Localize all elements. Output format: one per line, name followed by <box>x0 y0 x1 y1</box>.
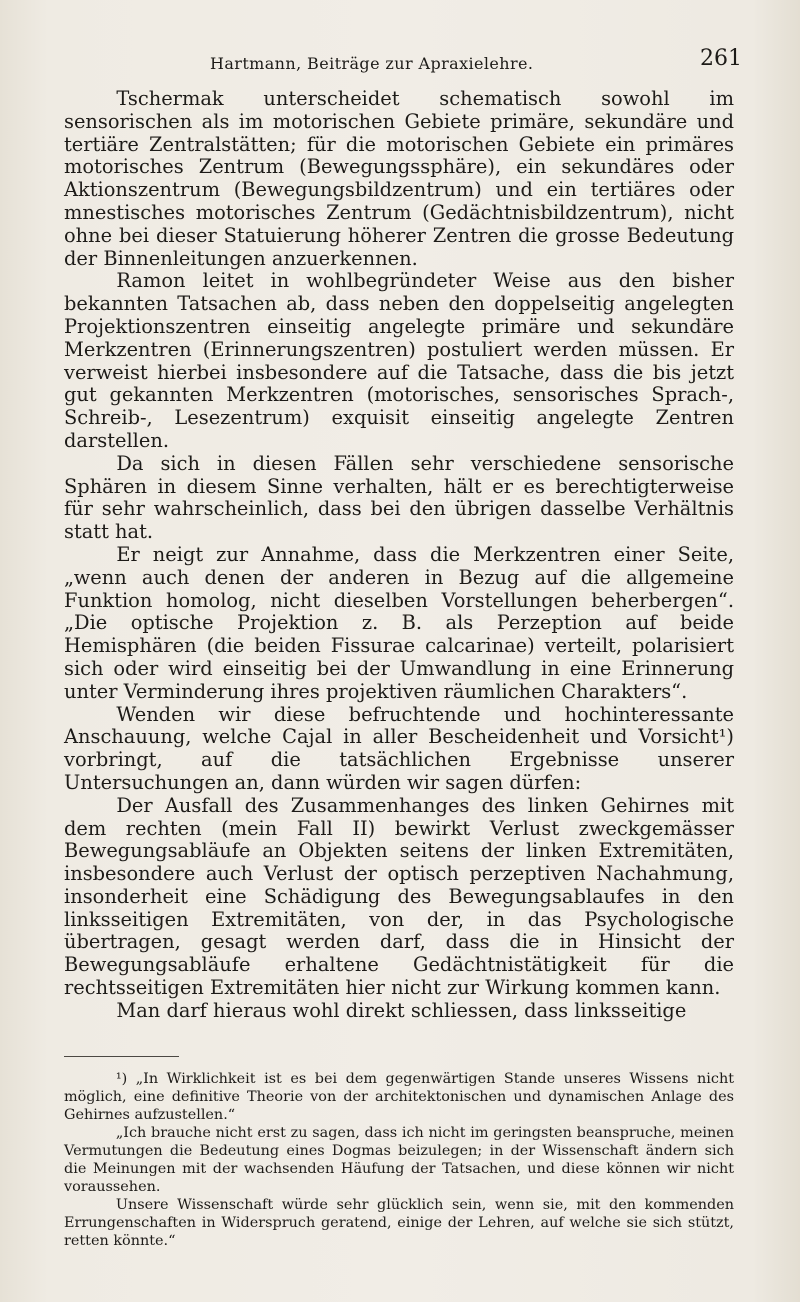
paragraph-cajal: Wenden wir diese befruchtende und hochinteressante Anschauung, welche Cajal in aller Bescheidenheit und Vorsicht¹) vorbringt, auf die tatsächlichen Ergebnisse unserer Untersuchungen an, dann würden wir sagen dürfen: <box>64 702 734 794</box>
paragraph-ramon: Ramon leitet in wohlbegründeter Weise aus den bisher bekannten Tatsachen ab, dass neben den doppelseitig angelegten Projektionszentren einseitig angelegte primäre und sekundäre Merkzentren (Erinnerungszentren) postuliert werden müssen. Er verweist hierbei insbesondere auf die Tatsache, dass die bis jetzt gut gekannten Merkzentren (motorisches, sensorisches Sprach-, Schreib-, Lesezentrum) exquisit einseitig angelegte Zentren darstellen. <box>64 269 734 452</box>
page-header <box>200 46 750 76</box>
body-text <box>64 88 734 1023</box>
paragraph-ausfall: Der Ausfall des Zusammenhanges des linken Gehirnes mit dem rechten (mein Fall II) bewirkt Verlust zweckgemässer Bewegungsabläufe an Objekten seitens der linken Extremitäten, insbesondere auch Verlust der optisch perzeptiven Nachahmung, insonderheit eine Schädigung des Bewegungsablaufes in den linksseitigen Extremitäten, von der, in das Psychologische übertragen, gesagt werden darf, dass die in Hinsicht der Bewegungsabläufe erhaltene Gedächtnistätigkeit für die rechtsseitigen Extremitäten hier nicht zur Wirkung kommen kann. <box>64 793 734 1000</box>
running-head: Hartmann, Beiträge zur Apraxielehre. <box>210 54 534 73</box>
paragraph-schluss: Man darf hieraus wohl direkt schliessen, dass linksseitige <box>116 998 687 1022</box>
footnote-1-end: Unsere Wissenschaft würde sehr glücklich sein, wenn sie, mit den kommenden Errungenschaften in Widerspruch geratend, einige der Lehren, auf welche sie sich stützt, retten könnte.“ <box>64 1197 734 1249</box>
footnote-1-continued: „Ich brauche nicht erst zu sagen, dass ich nicht im geringsten beanspruche, meinen Vermutungen die Bedeutung eines Dogmas beizulegen; in der Wissenschaft ändern sich die Meinungen mit der wachsenden Häufung der Tatsachen, und diese können wir nicht voraussehen. <box>64 1125 734 1195</box>
paragraph-sensorische-sphaeren: Da sich in diesen Fällen sehr verschiedene sensorische Sphären in diesem Sinne verhalten, hält er es berechtigterweise für sehr wahrscheinlich, dass bei den übrigen dasselbe Verhältnis statt hat. <box>64 451 734 544</box>
paragraph-annahme: Er neigt zur Annahme, dass die Merkzentren einer Seite, „wenn auch denen der anderen in Bezug auf die allgemeine Funktion homolog, nicht dieselben Vorstellungen beherbergen“. „Die optische Projektion z. B. als Perzeption auf beide Hemisphären (die beiden Fissurae calcarinae) verteilt, polarisiert sich oder wird einseitig bei der Umwandlung in eine Erinnerung unter Verminderung ihres projektiven räumlichen Charakters“. <box>64 542 734 703</box>
paragraph-tschermak: Tschermak unterscheidet schematisch sowohl im sensorischen als im motorischen Gebiete primäre, sekundäre und tertiäre Zentralstätten; für die motorischen Gebiete ein primäres motorisches Zentrum (Bewegungssphäre), ein sekundäres oder Aktionszentrum (Bewegungsbildzentrum) und ein tertiäres oder mnestisches motorisches Zentrum (Gedächtnisbildzentrum), nicht ohne bei dieser Statuierung höherer Zentren die grosse Bedeutung der Binnenleitungen anzuerkennen. <box>64 87 734 270</box>
page-number: 261 <box>700 46 742 71</box>
footnote-1: ¹) „In Wirklichkeit ist es bei dem gegenwärtigen Stande unseres Wissens nicht möglich, eine definitive Theorie von der architektonischen und dynamischen Anlage des Gehirnes aufzustellen.“ <box>64 1071 734 1123</box>
footnotes <box>64 1070 734 1250</box>
footnote-separator <box>64 1056 179 1057</box>
